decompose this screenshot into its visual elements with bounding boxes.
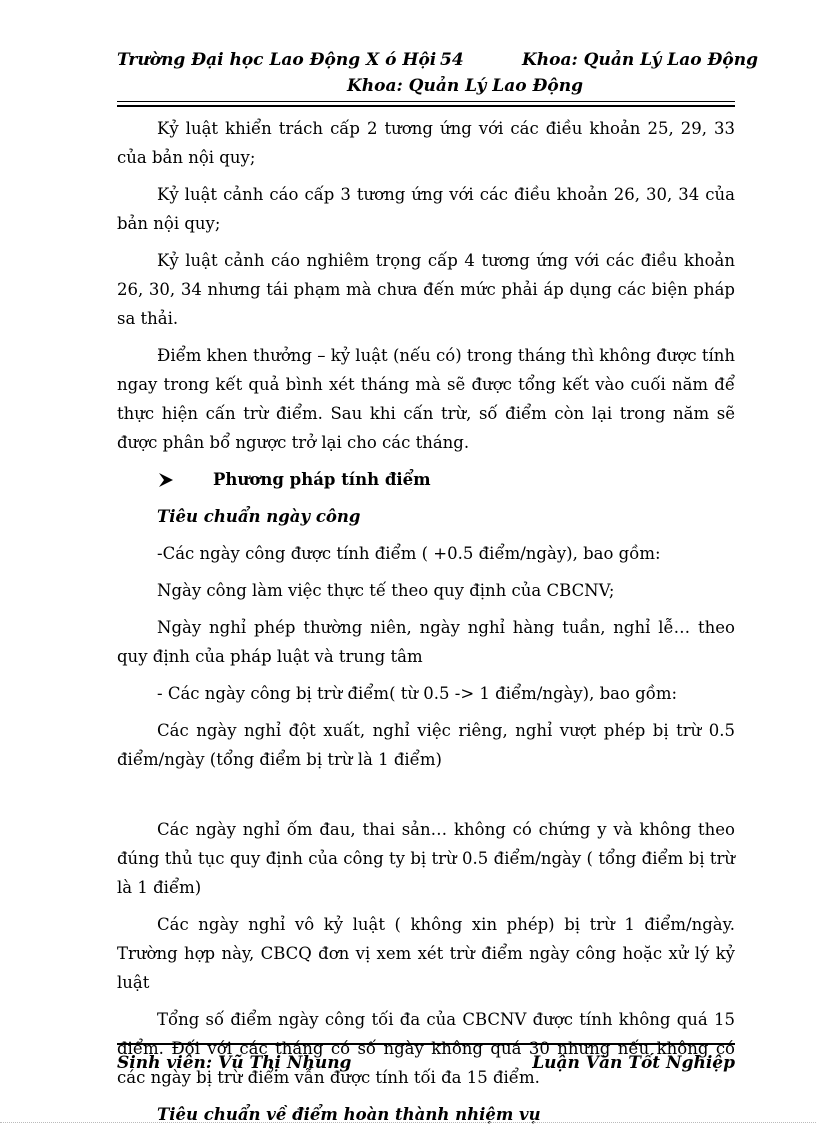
paragraph: Ngày công làm việc thực tế theo quy định của CBCNV; <box>157 581 615 600</box>
arrow-bullet-icon <box>157 471 175 489</box>
paragraph: Các ngày nghỉ ốm đau, thai sản… không có chứng y và không theo đúng thủ tục quy định của công ty bị trừ 0.5 điểm/ngày ( tổng điểm bị trừ là 1 điểm) <box>117 820 735 897</box>
body-text <box>117 114 735 1137</box>
subheading: Tiêu chuẩn về điểm hoàn thành nhiệm vụ <box>157 1105 541 1124</box>
paragraph: Tổng số điểm ngày công tối đa của CBCNV được tính không quá 15 điểm. Đối với các tháng có số ngày không quá 30 nhưng nếu không có các ngày bị trừ điểm vẫn được tính tối đa 15 điểm. <box>117 1010 735 1087</box>
paragraph: Kỷ luật khiển trách cấp 2 tương ứng với các điều khoản 25, 29, 33 của bản nội quy; <box>117 119 735 167</box>
header-page-number: 54 <box>440 50 464 70</box>
section-heading <box>117 465 735 494</box>
paragraph: Các ngày nghỉ vô kỷ luật ( không xin phép) bị trừ 1 điểm/ngày. Trường hợp này, CBCQ đơn vị xem xét trừ điểm ngày công hoặc xử lý kỷ luật <box>117 915 735 992</box>
paragraph: - Các ngày công bị trừ điểm( từ 0.5 -> 1 điểm/ngày), bao gồm: <box>157 684 678 703</box>
paragraph: Các ngày nghỉ đột xuất, nghỉ việc riêng, nghỉ vượt phép bị trừ 0.5 điểm/ngày (tổng điểm bị trừ là 1 điểm) <box>117 721 735 769</box>
paragraph: Ngày nghỉ phép thường niên, ngày nghỉ hàng tuần, nghỉ lễ… theo quy định của pháp luật và trung tâm <box>117 618 735 666</box>
header-faculty-center: Khoa: Quản Lý Lao Động <box>347 76 583 96</box>
footer-rule <box>117 1043 735 1045</box>
footer-student: Sinh viên: Vũ Thị Nhung <box>117 1053 352 1073</box>
footer-thesis: Luận Văn Tốt Nghiệp <box>532 1053 735 1073</box>
header-faculty-right: Khoa: Quản Lý Lao Động <box>522 50 758 70</box>
paragraph: Kỷ luật cảnh cáo nghiêm trọng cấp 4 tương ứng với các điều khoản 26, 30, 34 nhưng tái phạm mà chưa đến mức phải áp dụng các biện pháp sa thải. <box>117 251 735 328</box>
paragraph: -Các ngày công được tính điểm ( +0.5 điểm/ngày), bao gồm: <box>157 544 661 563</box>
paragraph: Điểm khen thưởng – kỷ luật (nếu có) trong tháng thì không được tính ngay trong kết quả bình xét tháng mà sẽ được tổng kết vào cuối năm để thực hiện cấn trừ điểm. Sau khi cấn trừ, số điểm còn lại trong năm sẽ được phân bổ ngược trở lại cho các tháng. <box>117 346 735 452</box>
subheading: Tiêu chuẩn ngày công <box>157 507 361 526</box>
header-rule-top <box>117 101 735 102</box>
header-school: Trường Đại học Lao Động X ó Hội <box>117 50 437 70</box>
section-heading-text: Phương pháp tính điểm <box>213 470 431 489</box>
header-rule-bottom <box>117 105 735 107</box>
paragraph: Kỷ luật cảnh cáo cấp 3 tương ứng với các điều khoản 26, 30, 34 của bản nội quy; <box>117 185 735 233</box>
spacer <box>117 782 735 815</box>
